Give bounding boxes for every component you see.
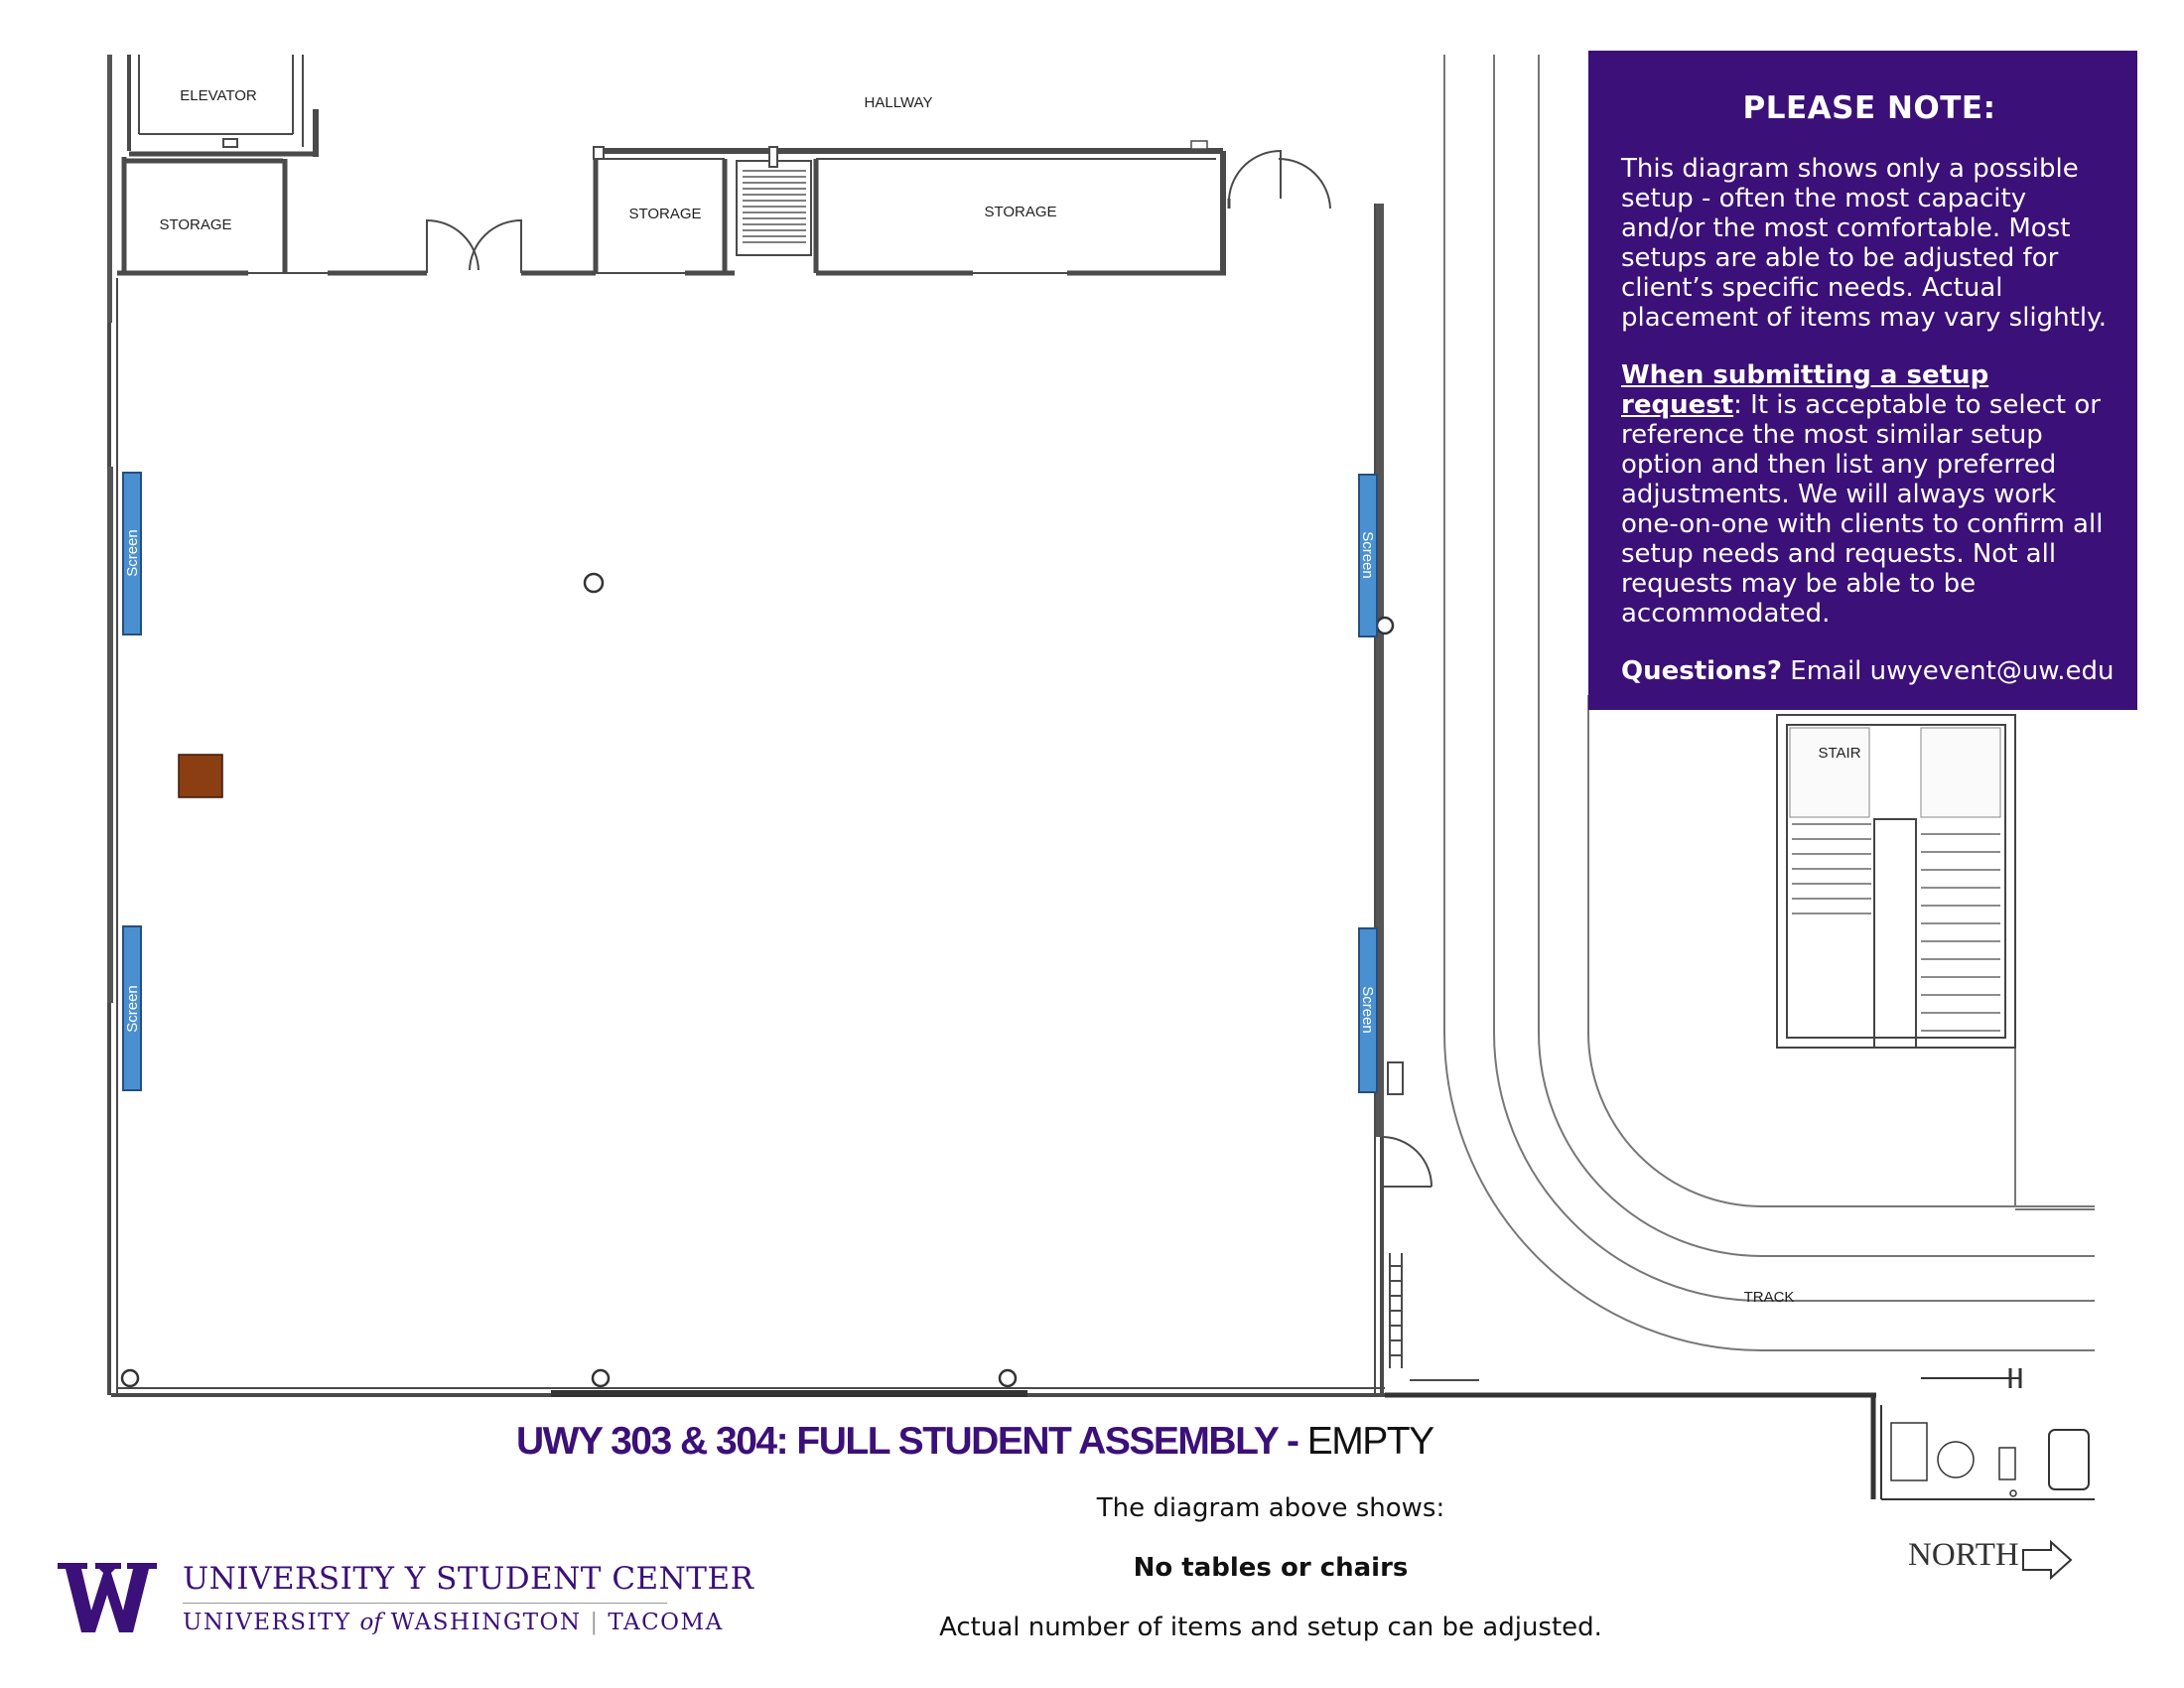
note-submit-text: : It is acceptable to select or reference the most similar setup option and then list any preferred adjustments. We will always work one-on-one with clients to confirm all setup needs and requests. Not all requests may be able to be accommodated. (1621, 390, 2104, 629)
screen-left-lower-label: Screen (124, 985, 141, 1033)
diagram-title (516, 1420, 1433, 1464)
diagram-title-main: UWY 303 & 304: FULL STUDENT ASSEMBLY - (516, 1420, 1307, 1463)
note-submit-label: When submitting a setup request (1621, 360, 1989, 420)
logo-line-2 (183, 1610, 724, 1635)
logo-university: UNIVERSITY (183, 1610, 360, 1635)
right-door (1382, 1062, 1479, 1380)
caption-line-2: No tables or chairs (1133, 1553, 1409, 1583)
logo-divider (183, 1603, 667, 1604)
caption-line-1: The diagram above shows: (1096, 1493, 1445, 1523)
podium (179, 755, 222, 797)
north-arrow-icon (2023, 1542, 2071, 1578)
stair-label: STAIR (1818, 745, 1861, 762)
storage-label-3: STORAGE (984, 204, 1057, 220)
note-heading: PLEASE NOTE: (1742, 90, 1996, 126)
logo-washington: WASHINGTON (381, 1610, 582, 1635)
stair-block (1777, 715, 2015, 1048)
logo-of: of (359, 1610, 382, 1635)
note-paragraph-3 (1621, 656, 2117, 686)
diagram-title-suffix: EMPTY (1306, 1420, 1433, 1463)
hallway-label: HALLWAY (864, 94, 933, 111)
stair-treads (743, 171, 806, 242)
upper-rooms (124, 55, 1330, 273)
logo-separator: | (590, 1610, 600, 1635)
note-questions-label: Questions? (1621, 656, 1782, 686)
screen-right-upper-label: Screen (1359, 531, 1376, 579)
storage-label-1: STORAGE (159, 216, 232, 233)
uw-logo-icon (58, 1563, 157, 1632)
logo-line-1: UNIVERSITY Y STUDENT CENTER (183, 1561, 754, 1597)
screens (123, 473, 1377, 1092)
note-paragraph-1: This diagram shows only a possible setup - often the most capacity and/or the most comfortable. Most setups are able to be adjusted for client’s specific needs. Actual placement of items may vary slightly. (1621, 154, 2107, 333)
screen-left-upper-label: Screen (124, 529, 141, 577)
note-panel (1588, 51, 2137, 710)
columns (122, 574, 1393, 1386)
storage-label-2: STORAGE (628, 206, 702, 222)
note-paragraph-2 (1621, 360, 2117, 629)
screen-right-lower-label: Screen (1359, 986, 1376, 1034)
logo-tacoma: TACOMA (608, 1610, 724, 1635)
lower-right-wall (1385, 1368, 2095, 1499)
stair-treads-right (1792, 824, 2000, 1031)
elevator-label: ELEVATOR (180, 87, 257, 104)
caption-line-3: Actual number of items and setup can be adjusted. (939, 1613, 1602, 1642)
north-label: NORTH (1908, 1537, 2019, 1573)
track-label: TRACK (1743, 1289, 1795, 1306)
note-questions-text: Email uwyevent@uw.edu (1782, 656, 2115, 686)
